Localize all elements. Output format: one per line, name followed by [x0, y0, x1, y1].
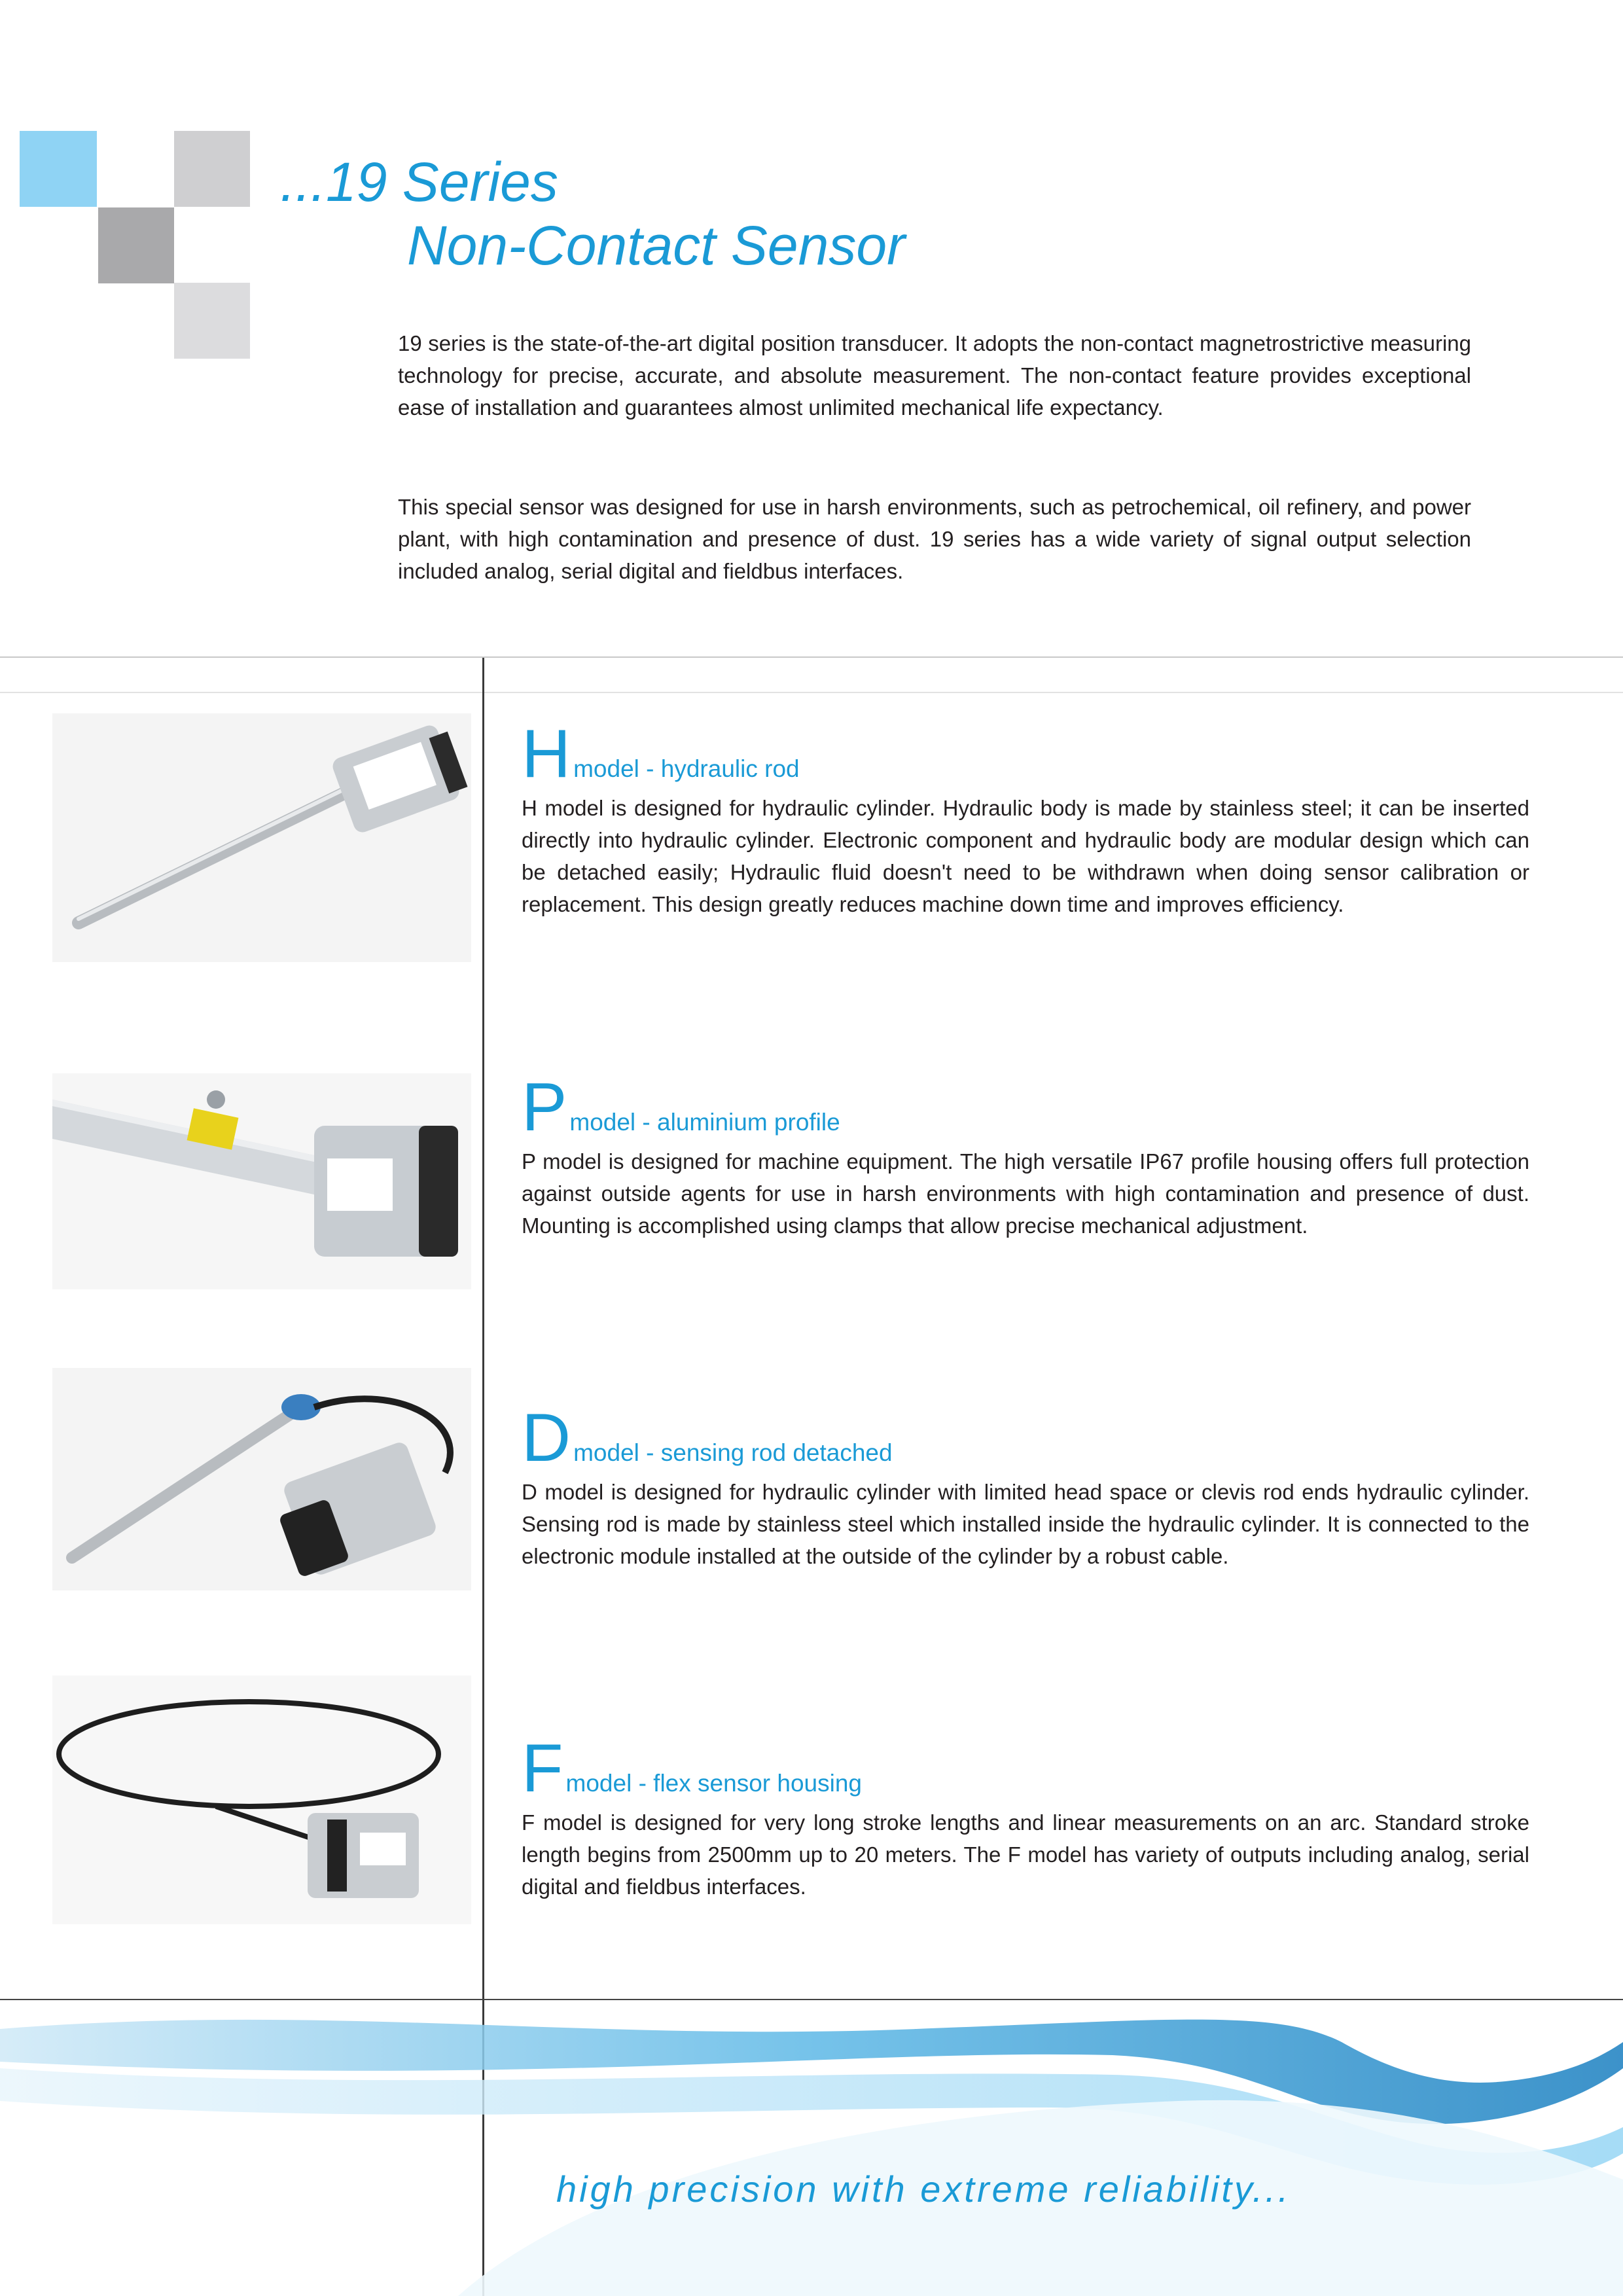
decor-square-gray-3 [174, 283, 250, 359]
footer-wave-graphic [0, 1983, 1623, 2296]
h-model-subtitle: model - hydraulic rod [573, 755, 800, 782]
f-model-heading [522, 1731, 862, 1806]
f-model-subtitle: model - flex sensor housing [565, 1770, 862, 1797]
intro-paragraph-1: 19 series is the state-of-the-art digital position transducer. It adopts the non-contact magnetrostrictive measuring technology for precise, accurate, and absolute measurement. The non-contact feature provides exceptional ease of installation and guarantees almost unlimited mechanical life expectancy. [398, 331, 1471, 420]
decor-square-gray-1 [174, 131, 250, 207]
d-model-subtitle: model - sensing rod detached [573, 1439, 893, 1466]
divider-top [0, 656, 1623, 658]
p-model-letter: P [522, 1069, 567, 1145]
f-model-description: F model is designed for very long stroke lengths and linear measurements on an arc. Standard stroke length begins from 2500mm up to 20 meters. The F model has variety of outputs including analog, serial digital and fieldbus interfaces. [522, 1810, 1529, 1899]
d-model-photo [52, 1368, 471, 1590]
h-model-description: H model is designed for hydraulic cylinder. Hydraulic body is made by stainless steel; it can be inserted directly into hydraulic cylinder. Electronic component and hydraulic body are modular design which can be detached easily; Hydraulic fluid doesn't need to be withdrawn when doing sensor calibration or replacement. This design greatly reduces machine down time and improves efficiency. [522, 796, 1529, 916]
footer-tagline: high precision with extreme reliability... [556, 2168, 1291, 2210]
divider-top-2 [0, 692, 1623, 693]
p-model-subtitle: model - aluminium profile [569, 1109, 840, 1136]
decor-square-blue [20, 131, 97, 207]
decor-square-gray-2 [98, 207, 174, 283]
h-model-photo [52, 713, 471, 962]
p-model-photo [52, 1073, 471, 1289]
d-model-heading [522, 1400, 893, 1476]
page-title-line2: Non-Contact Sensor [407, 215, 906, 276]
f-model-letter: F [522, 1731, 563, 1806]
f-model-photo [52, 1676, 471, 1924]
d-model-description: D model is designed for hydraulic cylinder with limited head space or clevis rod ends hydraulic cylinder. Sensing rod is made by stainless steel which installed inside the hydraulic cylinder. It is connected to the electronic module installed at the outside of the cylinder by a robust cable. [522, 1480, 1529, 1568]
h-model-letter: H [522, 716, 571, 792]
page-title-line1: ...19 Series [280, 151, 558, 213]
intro-paragraph-2: This special sensor was designed for use in harsh environments, such as petrochemical, oil refinery, and power plant, with high contamination and presence of dust. 19 series has a wide variety of signal output selection included analog, serial digital and fieldbus interfaces. [398, 495, 1471, 583]
d-model-letter: D [522, 1400, 571, 1476]
h-model-heading [522, 716, 800, 792]
p-model-description: P model is designed for machine equipment. The high versatile IP67 profile housing offers full protection against outside agents for use in harsh environments with high contamination and presence of dust. Mounting is accomplished using clamps that allow precise mechanical adjustment. [522, 1149, 1529, 1238]
p-model-heading [522, 1069, 840, 1145]
